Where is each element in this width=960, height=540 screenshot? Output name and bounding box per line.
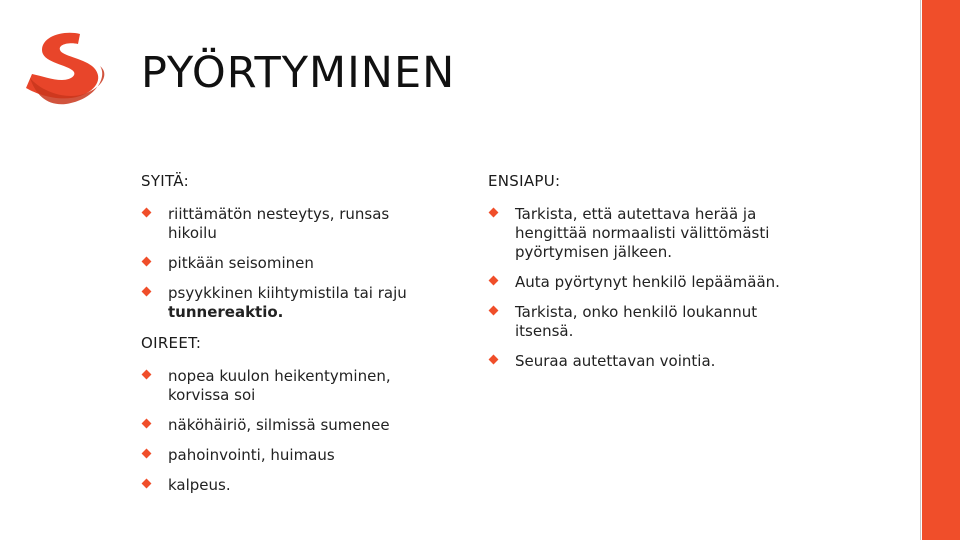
causes-heading: SYITÄ: xyxy=(141,172,189,190)
list-item xyxy=(141,416,441,435)
list-item-text: nopea kuulon heikentyminen, korvissa soi xyxy=(168,367,391,404)
diamond-bullet-icon xyxy=(142,479,152,489)
page-title: PYÖRTYMINEN xyxy=(141,48,456,98)
list-item xyxy=(488,303,813,341)
list-item xyxy=(141,284,441,322)
diamond-bullet-icon xyxy=(142,208,152,218)
diamond-bullet-icon xyxy=(142,370,152,380)
list-item xyxy=(488,352,813,371)
diamond-bullet-icon xyxy=(489,355,499,365)
list-item xyxy=(141,367,441,405)
right-column xyxy=(488,172,813,382)
symptoms-heading: OIREET: xyxy=(141,334,202,352)
diamond-bullet-icon xyxy=(142,287,152,297)
diamond-bullet-icon xyxy=(489,208,499,218)
left-column xyxy=(141,172,441,506)
list-item xyxy=(141,254,441,273)
list-item-text: kalpeus. xyxy=(168,476,231,494)
list-item-text: Auta pyörtynyt henkilö lepäämään. xyxy=(515,273,780,291)
symptoms-list xyxy=(141,367,441,495)
s-logo-icon xyxy=(22,30,114,110)
list-item xyxy=(488,205,813,262)
list-item-text: psyykkinen kiihtymistila tai raju xyxy=(168,284,407,302)
list-item-text: riittämätön nesteytys, runsas hikoilu xyxy=(168,205,390,242)
diamond-bullet-icon xyxy=(142,449,152,459)
list-item xyxy=(141,205,441,243)
list-item xyxy=(141,476,441,495)
list-item-text: Tarkista, että autettava herää ja hengittää normaalisti välittömästi pyörtymisen jälkeen. xyxy=(515,205,770,261)
list-item-text: näköhäiriö, silmissä sumenee xyxy=(168,416,390,434)
list-item xyxy=(141,446,441,465)
first-aid-heading: ENSIAPU: xyxy=(488,172,561,190)
list-item-text: pitkään seisominen xyxy=(168,254,314,272)
accent-side-bar xyxy=(922,0,960,540)
diamond-bullet-icon xyxy=(142,419,152,429)
list-item-text: Tarkista, onko henkilö loukannut itsensä. xyxy=(515,303,758,340)
diamond-bullet-icon xyxy=(489,276,499,286)
list-item-text: pahoinvointi, huimaus xyxy=(168,446,335,464)
side-divider-line xyxy=(920,0,921,540)
diamond-bullet-icon xyxy=(142,257,152,267)
causes-list xyxy=(141,205,441,322)
first-aid-list xyxy=(488,205,813,371)
list-item-bold-text: tunnereaktio. xyxy=(168,303,284,321)
list-item xyxy=(488,273,813,292)
diamond-bullet-icon xyxy=(489,306,499,316)
list-item-text: Seuraa autettavan vointia. xyxy=(515,352,716,370)
